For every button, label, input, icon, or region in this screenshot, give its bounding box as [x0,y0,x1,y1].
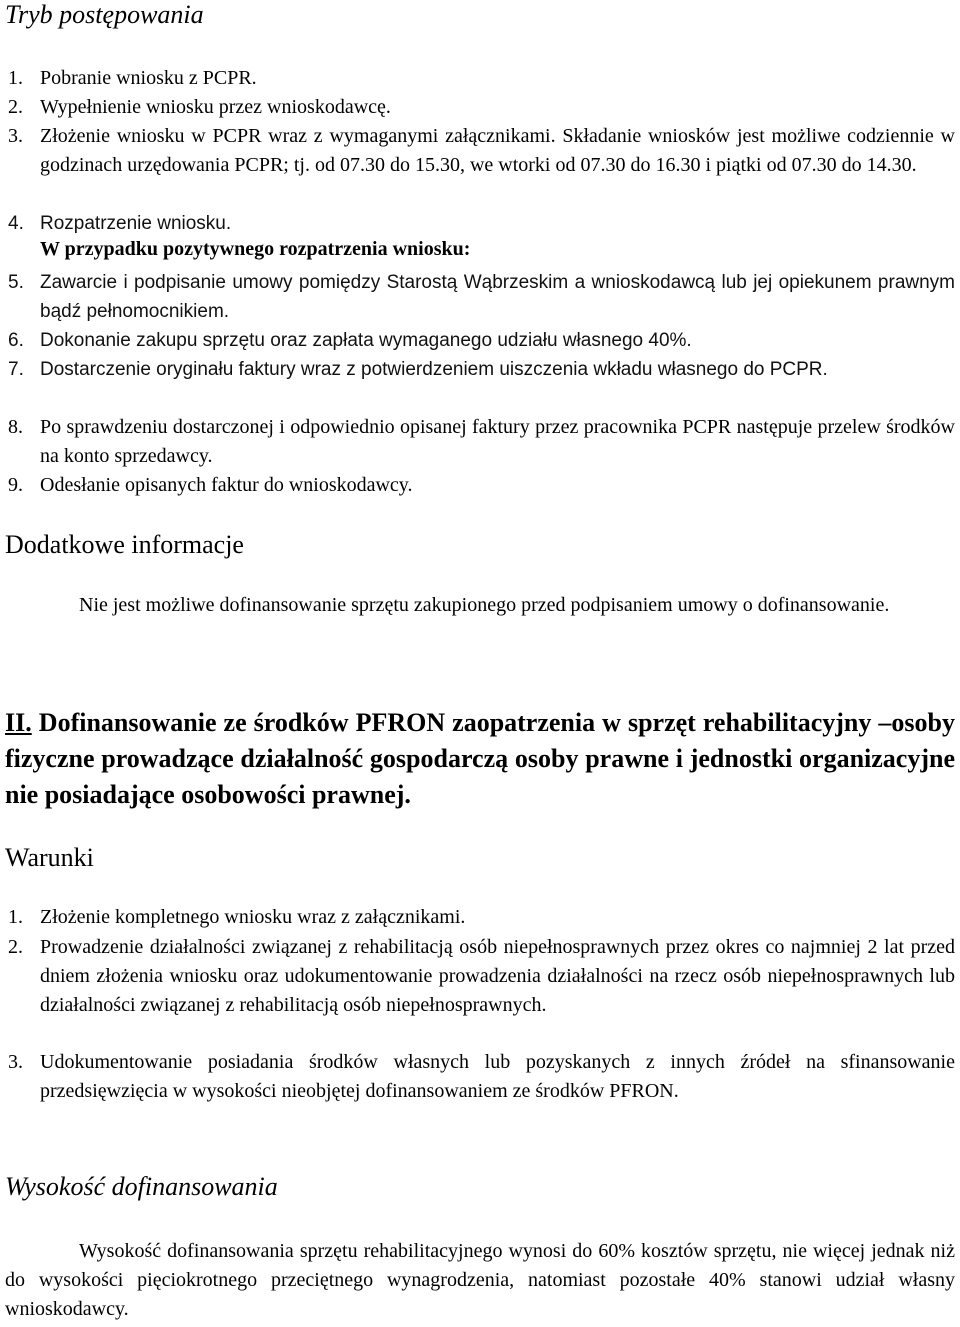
procedure-item-5 [8,268,955,326]
section-ii-title-text: Dofinansowanie ze środków PFRON zaopatrzenia w sprzęt rehabilitacyjny –osoby fizyczne prowadzące działalność gospodarczą osoby prawne i jednostki organizacyjne nie posiadające osobowości prawnej. [5,708,955,809]
procedure-heading: Tryb postępowania [5,0,204,29]
item-text: Zawarcie i podpisanie umowy pomiędzy Starostą Wąbrzeskim a wnioskodawcą lub jej opiekunem prawnym bądź pełnomocnikiem. [40,272,955,322]
procedure-item-6 [8,326,955,355]
item-text: Złożenie wniosku w PCPR wraz z wymaganymi załącznikami. Składanie wniosków jest możliwe codziennie w godzinach urzędowania PCPR; tj. od 07.30 do 15.30, we wtorki od 07.30 do 16.30 i piątki od 07.30 do 14.30. [40,125,955,176]
item-number: 1. [8,67,23,89]
item-text: Rozpatrzenie wniosku. [40,213,232,234]
procedure-item-8 [8,413,955,471]
item-text: Wypełnienie wniosku przez wnioskodawcę. [40,96,391,118]
funding-amount-heading: Wysokość dofinansowania [5,1172,278,1201]
conditions-heading: Warunki [5,843,94,872]
item-number: 3. [8,1051,23,1073]
procedure-item-3 [8,122,955,180]
item-number: 5. [8,272,24,293]
procedure-item-2 [8,93,955,122]
item-text: Pobranie wniosku z PCPR. [40,67,257,89]
item-number: 4. [8,213,24,234]
additional-info-heading: Dodatkowe informacje [5,530,244,559]
item-number: 1. [8,906,23,928]
item-text: Odesłanie opisanych faktur do wnioskodawcy. [40,474,413,496]
procedure-item-9 [8,471,955,500]
section-ii-number: II. [5,708,32,737]
item-number: 2. [8,96,23,118]
item-text: Dokonanie zakupu sprzętu oraz zapłata wymaganego udziału własnego 40%. [40,330,692,351]
additional-info-text: Nie jest możliwe dofinansowanie sprzętu zakupionego przed podpisaniem umowy o dofinansowanie. [79,594,890,616]
item-number: 8. [8,416,23,438]
item-text: Dostarczenie oryginału faktury wraz z potwierdzeniem uiszczenia wkładu własnego do PCPR. [40,359,828,380]
procedure-item-7 [8,355,955,384]
positive-decision-subheading: W przypadku pozytywnego rozpatrzenia wniosku: [40,238,471,260]
conditions-item-2 [8,933,955,1020]
item-number: 3. [8,125,23,147]
section-ii-title [5,705,955,813]
procedure-item-4 [8,209,955,238]
item-number: 6. [8,330,24,351]
procedure-item-1 [8,64,955,93]
item-text: Po sprawdzeniu dostarczonej i odpowiednio opisanej faktury przez pracownika PCPR następuje przelew środków na konto sprzedawcy. [40,416,955,467]
item-text: Udokumentowanie posiadania środków własnych lub pozyskanych z innych źródeł na sfinansowanie przedsięwzięcia w wysokości nieobjętej dofinansowaniem ze środków PFRON. [40,1051,955,1102]
conditions-item-3 [8,1048,955,1106]
conditions-item-1 [8,903,955,932]
item-number: 7. [8,359,24,380]
item-number: 9. [8,474,23,496]
funding-amount-text: Wysokość dofinansowania sprzętu rehabilitacyjnego wynosi do 60% kosztów sprzętu, nie więcej jednak niż do wysokości pięciokrotnego przeciętnego wynagrodzenia, natomiast pozostałe 40% stanowi udział własny wnioskodawcy. [5,1240,955,1320]
item-text: Prowadzenie działalności związanej z rehabilitacją osób niepełnosprawnych przez okres co najmniej 2 lat przed dniem złożenia wniosku oraz udokumentowanie prowadzenia działalności na rzecz osób niepełnosprawnych lub działalności związanej z rehabilitacją osób niepełnosprawnych. [40,936,955,1016]
item-text: Złożenie kompletnego wniosku wraz z załącznikami. [40,906,466,928]
item-number: 2. [8,936,23,958]
